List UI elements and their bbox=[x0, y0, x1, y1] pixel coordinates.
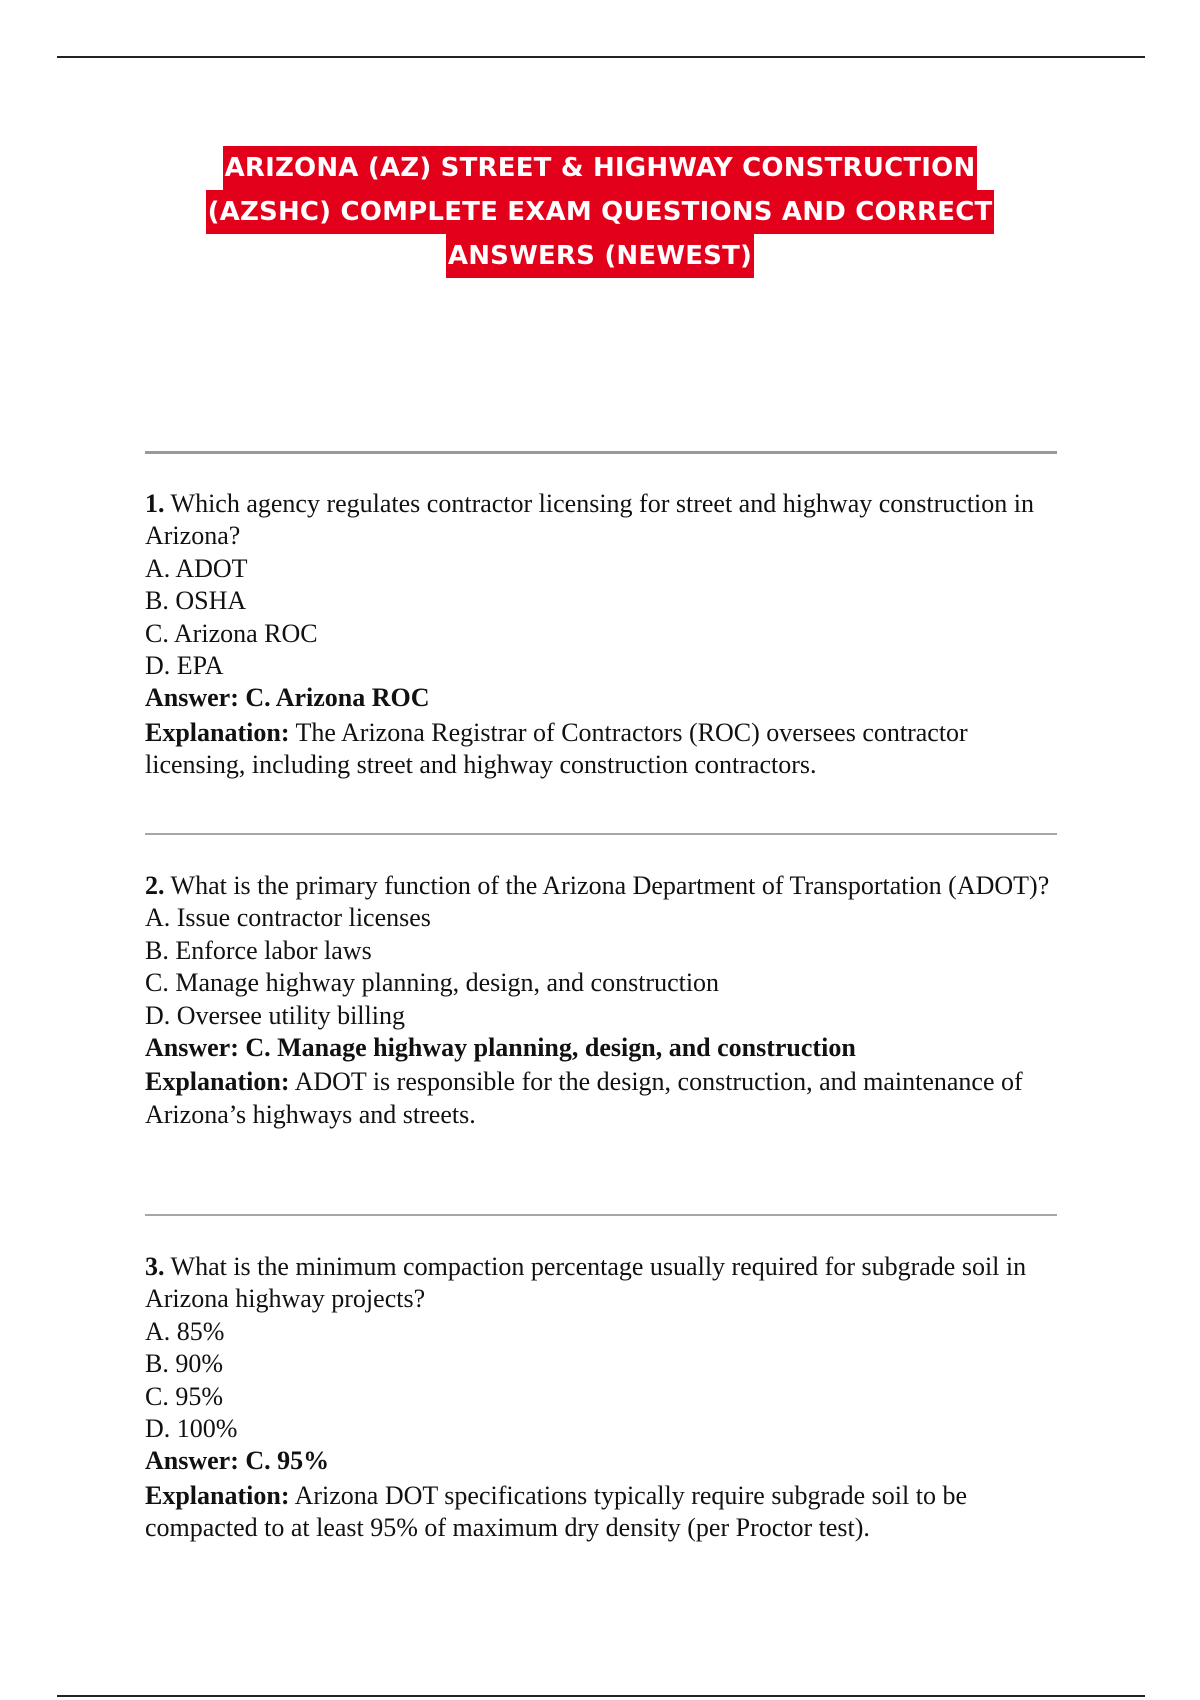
question-text bbox=[145, 1251, 1065, 1316]
question-prompt: What is the primary function of the Arizona Department of Transportation (ADOT)? bbox=[170, 871, 1050, 900]
question-divider bbox=[145, 833, 1057, 835]
explanation-text: ADOT is responsible for the design, construction, and maintenance of Arizona’s highways and streets. bbox=[145, 1067, 1023, 1129]
explanation bbox=[145, 1480, 1065, 1545]
explanation bbox=[145, 1066, 1065, 1131]
page-bottom-rule bbox=[57, 1695, 1145, 1697]
option-d: D. 100% bbox=[145, 1414, 238, 1444]
question-number: 1. bbox=[145, 489, 165, 518]
question-number: 3. bbox=[145, 1252, 165, 1281]
option-c: C. Arizona ROC bbox=[145, 618, 318, 648]
option-b: B. 90% bbox=[145, 1349, 223, 1379]
option-b: B. Enforce labor laws bbox=[145, 935, 372, 965]
explanation-label: Explanation: bbox=[145, 1480, 290, 1510]
option-a: A. Issue contractor licenses bbox=[145, 903, 431, 933]
question-text bbox=[145, 870, 1065, 902]
question-text bbox=[145, 488, 1065, 553]
option-c: C. Manage highway planning, design, and construction bbox=[145, 968, 720, 998]
question-prompt: What is the minimum compaction percentage usually required for subgrade soil in Arizona highway projects? bbox=[145, 1252, 1027, 1314]
question-prompt: Which agency regulates contractor licensing for street and highway construction in Arizona? bbox=[145, 489, 1035, 551]
option-a: A. 85% bbox=[145, 1316, 225, 1346]
page-top-rule bbox=[57, 56, 1145, 58]
answer: Answer: C. 95% bbox=[145, 1446, 330, 1476]
explanation-label: Explanation: bbox=[145, 717, 290, 747]
option-b: B. OSHA bbox=[145, 586, 247, 616]
title-line-3: ANSWERS (NEWEST) bbox=[446, 234, 754, 278]
option-a: A. ADOT bbox=[145, 553, 248, 583]
question-divider bbox=[145, 1214, 1057, 1216]
explanation-text: The Arizona Registrar of Contractors (ROC) oversees contractor licensing, including street and highway construction contractors. bbox=[145, 717, 968, 780]
question-number: 2. bbox=[145, 871, 165, 900]
explanation-label: Explanation: bbox=[145, 1067, 290, 1097]
document-title bbox=[160, 146, 1040, 278]
title-line-2: (AZSHC) COMPLETE EXAM QUESTIONS AND CORRECT bbox=[206, 190, 995, 234]
option-c: C. 95% bbox=[145, 1381, 223, 1411]
title-line-1: ARIZONA (AZ) STREET & HIGHWAY CONSTRUCTION bbox=[223, 146, 978, 190]
question-block-1 bbox=[145, 488, 1065, 782]
explanation bbox=[145, 717, 1065, 782]
question-block-3 bbox=[145, 1251, 1065, 1545]
explanation-text: Arizona DOT specifications typically require subgrade soil to be compacted to at least 95% of maximum dry density (per Proctor test). bbox=[145, 1480, 968, 1543]
answer: Answer: C. Arizona ROC bbox=[145, 683, 430, 713]
option-d: D. EPA bbox=[145, 651, 224, 681]
answer: Answer: C. Manage highway planning, design, and construction bbox=[145, 1033, 856, 1063]
section-divider bbox=[145, 451, 1057, 454]
option-d: D. Oversee utility billing bbox=[145, 1000, 405, 1030]
question-block-2 bbox=[145, 870, 1065, 1131]
